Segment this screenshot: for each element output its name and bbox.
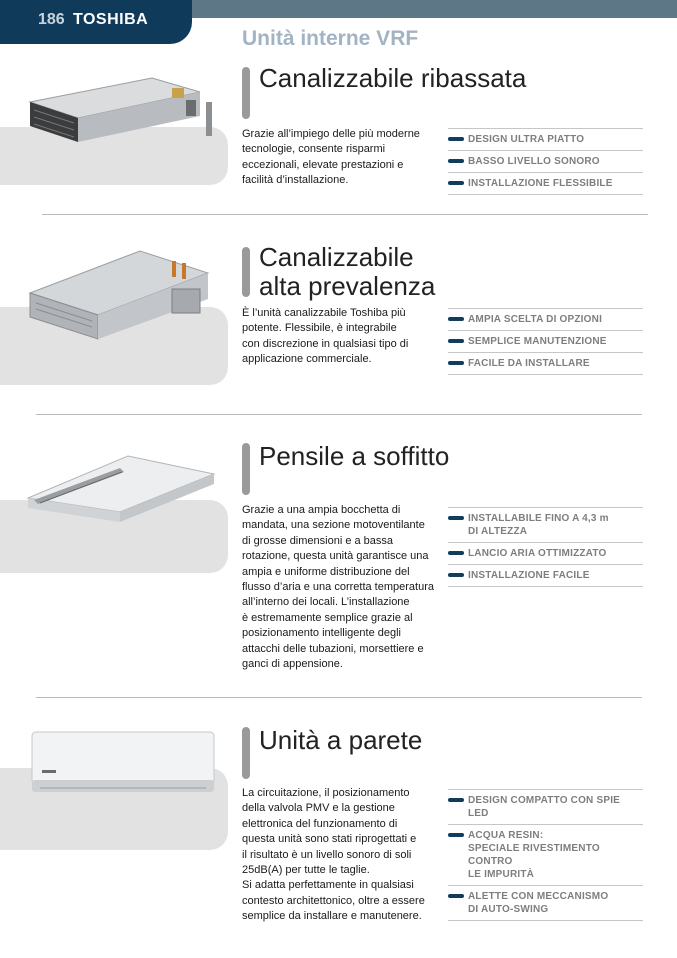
desc-line: Si adatta perfettamente in qualsiasi (242, 879, 414, 892)
desc-line: elettronica del funzionamento di (242, 817, 398, 830)
desc-line: potente. Flessibile, è integrabile (242, 322, 397, 335)
section-title: Unità interne VRF (242, 27, 419, 50)
desc-line: facilità d’installazione. (242, 174, 349, 187)
feature-text: LE IMPURITÀ (468, 869, 535, 880)
feature-text: DI AUTO-SWING (468, 904, 549, 915)
bullet-pill-icon (448, 181, 464, 185)
bullet-pill-icon (448, 339, 464, 343)
title-accent-bar (242, 67, 250, 119)
feature-text: AMPIA SCELTA DI OPZIONI (468, 314, 603, 325)
desc-line: Grazie a una ampia bocchetta di (242, 504, 401, 516)
title-line: Canalizzabile ribassata (259, 63, 527, 93)
feature-item (448, 564, 643, 587)
desc-line: applicazione commerciale. (242, 353, 372, 366)
feature-text: SPECIALE RIVESTIMENTO CONTRO (468, 843, 600, 867)
desc-line: di grosse dimensioni e a bassa (242, 534, 394, 547)
desc-line: all’interno dei locali. L’installazione (242, 596, 410, 609)
desc-line: semplice da installare e manutenere. (242, 910, 422, 923)
page-number: 186 (38, 11, 65, 28)
feature-item (448, 128, 643, 150)
desc-line: Grazie all’impiego delle più moderne (242, 128, 420, 140)
feature-text: DESIGN ULTRA PIATTO (468, 134, 585, 145)
product-title (259, 726, 422, 755)
feature-text: FACILE DA INSTALLARE (468, 358, 590, 369)
title-line: Canalizzabile (259, 242, 414, 272)
feature-text: DI ALTEZZA (468, 526, 528, 537)
title-accent-bar (242, 443, 250, 495)
desc-line: questa unità sono stati riprogettati e (242, 833, 417, 846)
wall-mounted-unit-image (30, 730, 216, 796)
feature-item (448, 352, 643, 375)
feature-item (448, 824, 643, 885)
desc-line: flusso d’aria e una corretta temperatura (242, 581, 434, 594)
bullet-pill-icon (448, 317, 464, 321)
feature-list (448, 308, 643, 375)
feature-text: INSTALLABILE FINO A 4,3 m (468, 513, 609, 524)
section-divider (42, 214, 648, 215)
product-description (242, 503, 437, 672)
desc-line: il risultato è un livello sonoro di soli (242, 848, 412, 861)
product-title (259, 64, 526, 93)
feature-item (448, 507, 643, 542)
feature-item (448, 330, 643, 352)
desc-line: contesto architettonico, oltre a essere (242, 894, 425, 907)
desc-line: ampia e uniforme distribuzione del (242, 565, 410, 578)
feature-text: ALETTE CON MECCANISMO (468, 891, 609, 902)
desc-line: mandata, una sezione motoventilante (242, 519, 425, 532)
desc-line: eccezionali, elevate prestazioni e (242, 158, 404, 171)
feature-text: SEMPLICE MANUTENZIONE (468, 336, 607, 347)
title-accent-bar (242, 727, 250, 779)
ceiling-suspended-unit-image (24, 448, 220, 526)
title-line: Pensile a soffitto (259, 441, 450, 471)
desc-line: posizionamento intelligente degli (242, 627, 401, 640)
feature-item (448, 789, 643, 824)
desc-line: tecnologie, consente risparmi (242, 143, 386, 156)
desc-line: 25dB(A) per tutte le taglie. (242, 864, 370, 877)
product-description (242, 306, 437, 368)
bullet-pill-icon (448, 573, 464, 577)
desc-line: è estremamente semplice grazie al (242, 611, 413, 624)
feature-item (448, 172, 643, 195)
desc-line: della valvola PMV e la gestione (242, 802, 395, 815)
feature-list (448, 507, 643, 587)
feature-item (448, 308, 643, 330)
bullet-pill-icon (448, 551, 464, 555)
desc-line: con discrezione in qualsiasi tipo di (242, 337, 409, 350)
feature-text: INSTALLAZIONE FLESSIBILE (468, 178, 613, 189)
feature-list (448, 128, 643, 195)
bullet-pill-icon (448, 833, 464, 837)
desc-line: ganci di appensione. (242, 658, 343, 671)
header-band (190, 0, 677, 18)
bullet-pill-icon (448, 894, 464, 898)
feature-text: DESIGN COMPATTO CON SPIE LED (468, 795, 621, 819)
bullet-pill-icon (448, 159, 464, 163)
title-line: Unità a parete (259, 725, 423, 755)
feature-item (448, 885, 643, 921)
product-title (259, 442, 449, 471)
feature-item (448, 150, 643, 172)
section-divider (36, 414, 642, 415)
bullet-pill-icon (448, 798, 464, 802)
bullet-pill-icon (448, 516, 464, 520)
title-line: alta prevalenza (259, 271, 436, 301)
desc-line: attacchi delle tubazioni, morsettiere e (242, 642, 424, 655)
bullet-pill-icon (448, 361, 464, 365)
feature-item (448, 542, 643, 564)
header-tab (0, 0, 192, 44)
product-description (242, 127, 437, 189)
title-accent-bar (242, 247, 250, 297)
brand-logo: TOSHIBA (73, 11, 149, 28)
desc-line: La circuitazione, il posizionamento (242, 787, 410, 799)
section-divider (36, 697, 642, 698)
product-title (259, 243, 435, 301)
ducted-slim-unit-image (22, 72, 222, 150)
bullet-pill-icon (448, 137, 464, 141)
feature-text: INSTALLAZIONE FACILE (468, 570, 590, 581)
feature-text: ACQUA RESIN: (468, 830, 544, 841)
desc-line: rotazione, questa unità garantisce una (242, 550, 429, 563)
ducted-high-pressure-unit-image (22, 243, 222, 343)
feature-text: LANCIO ARIA OTTIMIZZATO (468, 548, 607, 559)
feature-text: BASSO LIVELLO SONORO (468, 156, 600, 167)
desc-line: È l’unità canalizzabile Toshiba più (242, 307, 406, 319)
product-description (242, 786, 437, 925)
feature-list (448, 789, 643, 921)
